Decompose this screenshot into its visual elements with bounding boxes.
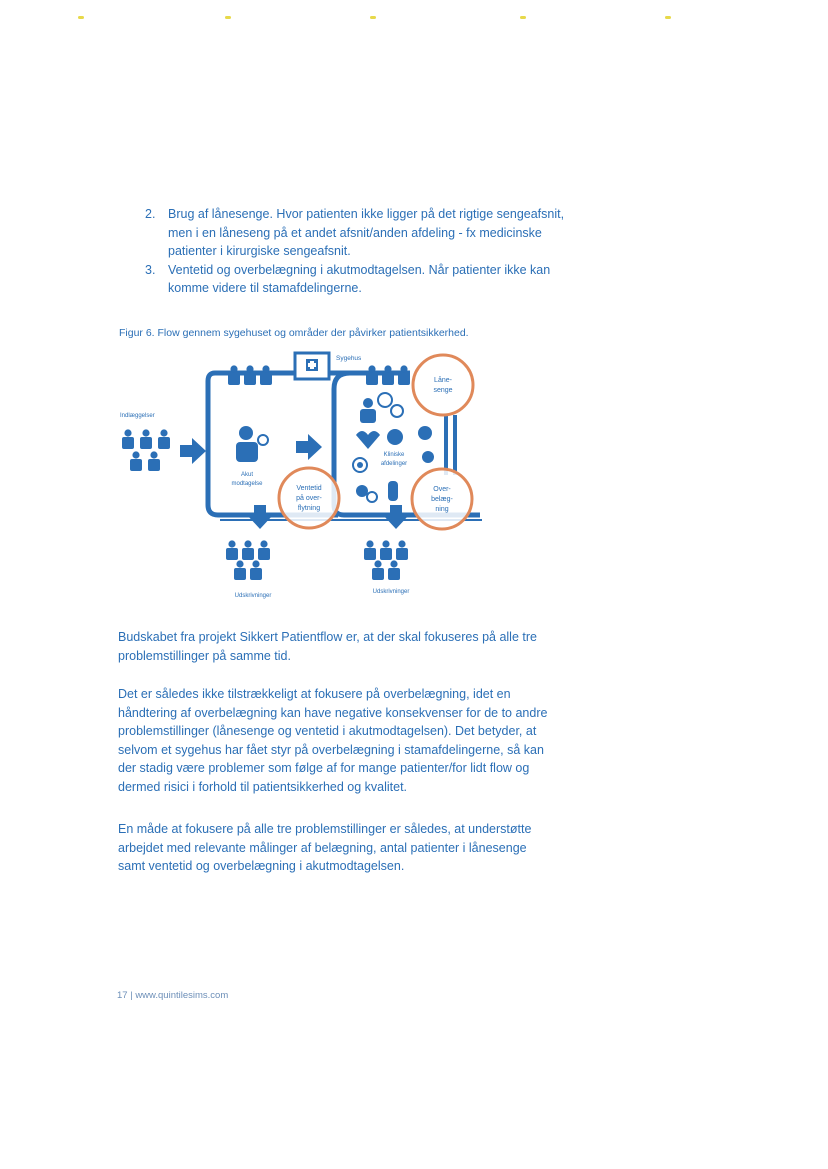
- list-number: 2.: [145, 207, 156, 221]
- ventetid-label-3: flytning: [297, 505, 321, 512]
- patient-flow-diagram: [110, 345, 550, 605]
- laanesenge-circle: [413, 355, 473, 415]
- hospital-icon: [295, 353, 329, 379]
- people-group-discharge-left: [226, 540, 270, 580]
- udskrivninger-label-right: Udskrivninger: [372, 589, 410, 595]
- scan-artifact-dots: [0, 16, 828, 26]
- ventetid-label-1: Ventetid: [296, 485, 322, 492]
- list-item: [145, 205, 565, 261]
- list-text: Brug af lånesenge. Hvor patienten ikke ligger på det rigtige sengeafsnit, men i en låneseng på et andet afsnit/anden afdeling - fx medicinske patienter i kirurgiske sengeafsnit.: [168, 207, 565, 258]
- page-footer: 17 | www.quintilesims.com: [117, 990, 229, 1001]
- sygehus-label: Sygehus: [336, 355, 362, 362]
- arrow-down-icon: [383, 505, 409, 529]
- arrow-right-icon: [180, 438, 206, 464]
- laanesenge-label-1: Låne-: [434, 377, 452, 384]
- overbelaegning-label-3: ning: [435, 506, 449, 513]
- paragraph: En måde at fokusere på alle tre problemstillinger er således, at understøtte arbejdet med relevante målinger af belægning, antal patienter i lånesenge samt ventetid og overbelægning i akutmodtagelsen.: [118, 822, 532, 873]
- paragraph: Budskabet fra projekt Sikkert Patientflow er, at der skal fokuseres på alle tre problemstillinger på samme tid.: [118, 630, 537, 663]
- kliniske-label-2: afdelinger: [380, 461, 408, 467]
- overbelaegning-label-1: Over-: [433, 486, 451, 493]
- arrow-down-icon: [247, 505, 273, 529]
- akut-label-2: modtagelse: [231, 481, 263, 487]
- akut-label-1: Akut: [240, 472, 254, 478]
- ventetid-label-2: på over-: [296, 495, 322, 502]
- arrow-right-icon: [296, 434, 322, 460]
- list-text: Ventetid og overbelægning i akutmodtagelsen. Når patienter ikke kan komme videre til stamafdelingerne.: [168, 262, 551, 295]
- list-number: 3.: [145, 262, 156, 277]
- numbered-list: [145, 205, 565, 298]
- figure-caption: Figur 6. Flow gennem sygehuset og områder der påvirker patientsikkerhed.: [119, 327, 469, 339]
- people-group-discharge-right: [364, 540, 408, 580]
- overbelaegning-circle: [412, 469, 472, 529]
- list-item: [145, 261, 565, 298]
- paragraph: Det er således ikke tilstrækkeligt at fokusere på overbelægning, idet en håndtering af overbelægning kan have negative konsekvenser for de to andre problemstillinger (lånesenge og ventetid i akutmodtagelsen). Det betyder, at selvom et sygehus har fået styr på overbelægning i stamafdelingerne, så kan der stadig være problemer som følge af for mange patienter/for lidt flow og dermed risici i forhold til patientsikkerhed og kvalitet.: [118, 687, 548, 794]
- doctor-icon: [236, 426, 268, 462]
- indlaeggelser-label: Indlæggelser: [120, 413, 155, 419]
- people-group-top-right: [366, 365, 410, 385]
- people-group-top-left: [228, 365, 272, 385]
- ventetid-circle: [279, 468, 339, 528]
- kliniske-label-1: Kliniske: [383, 452, 405, 458]
- people-group-admissions: [122, 429, 170, 471]
- udskrivninger-label-left: Udskrivninger: [234, 593, 272, 599]
- laanesenge-label-2: senge: [433, 387, 453, 394]
- overbelaegning-label-2: belæg-: [431, 496, 453, 503]
